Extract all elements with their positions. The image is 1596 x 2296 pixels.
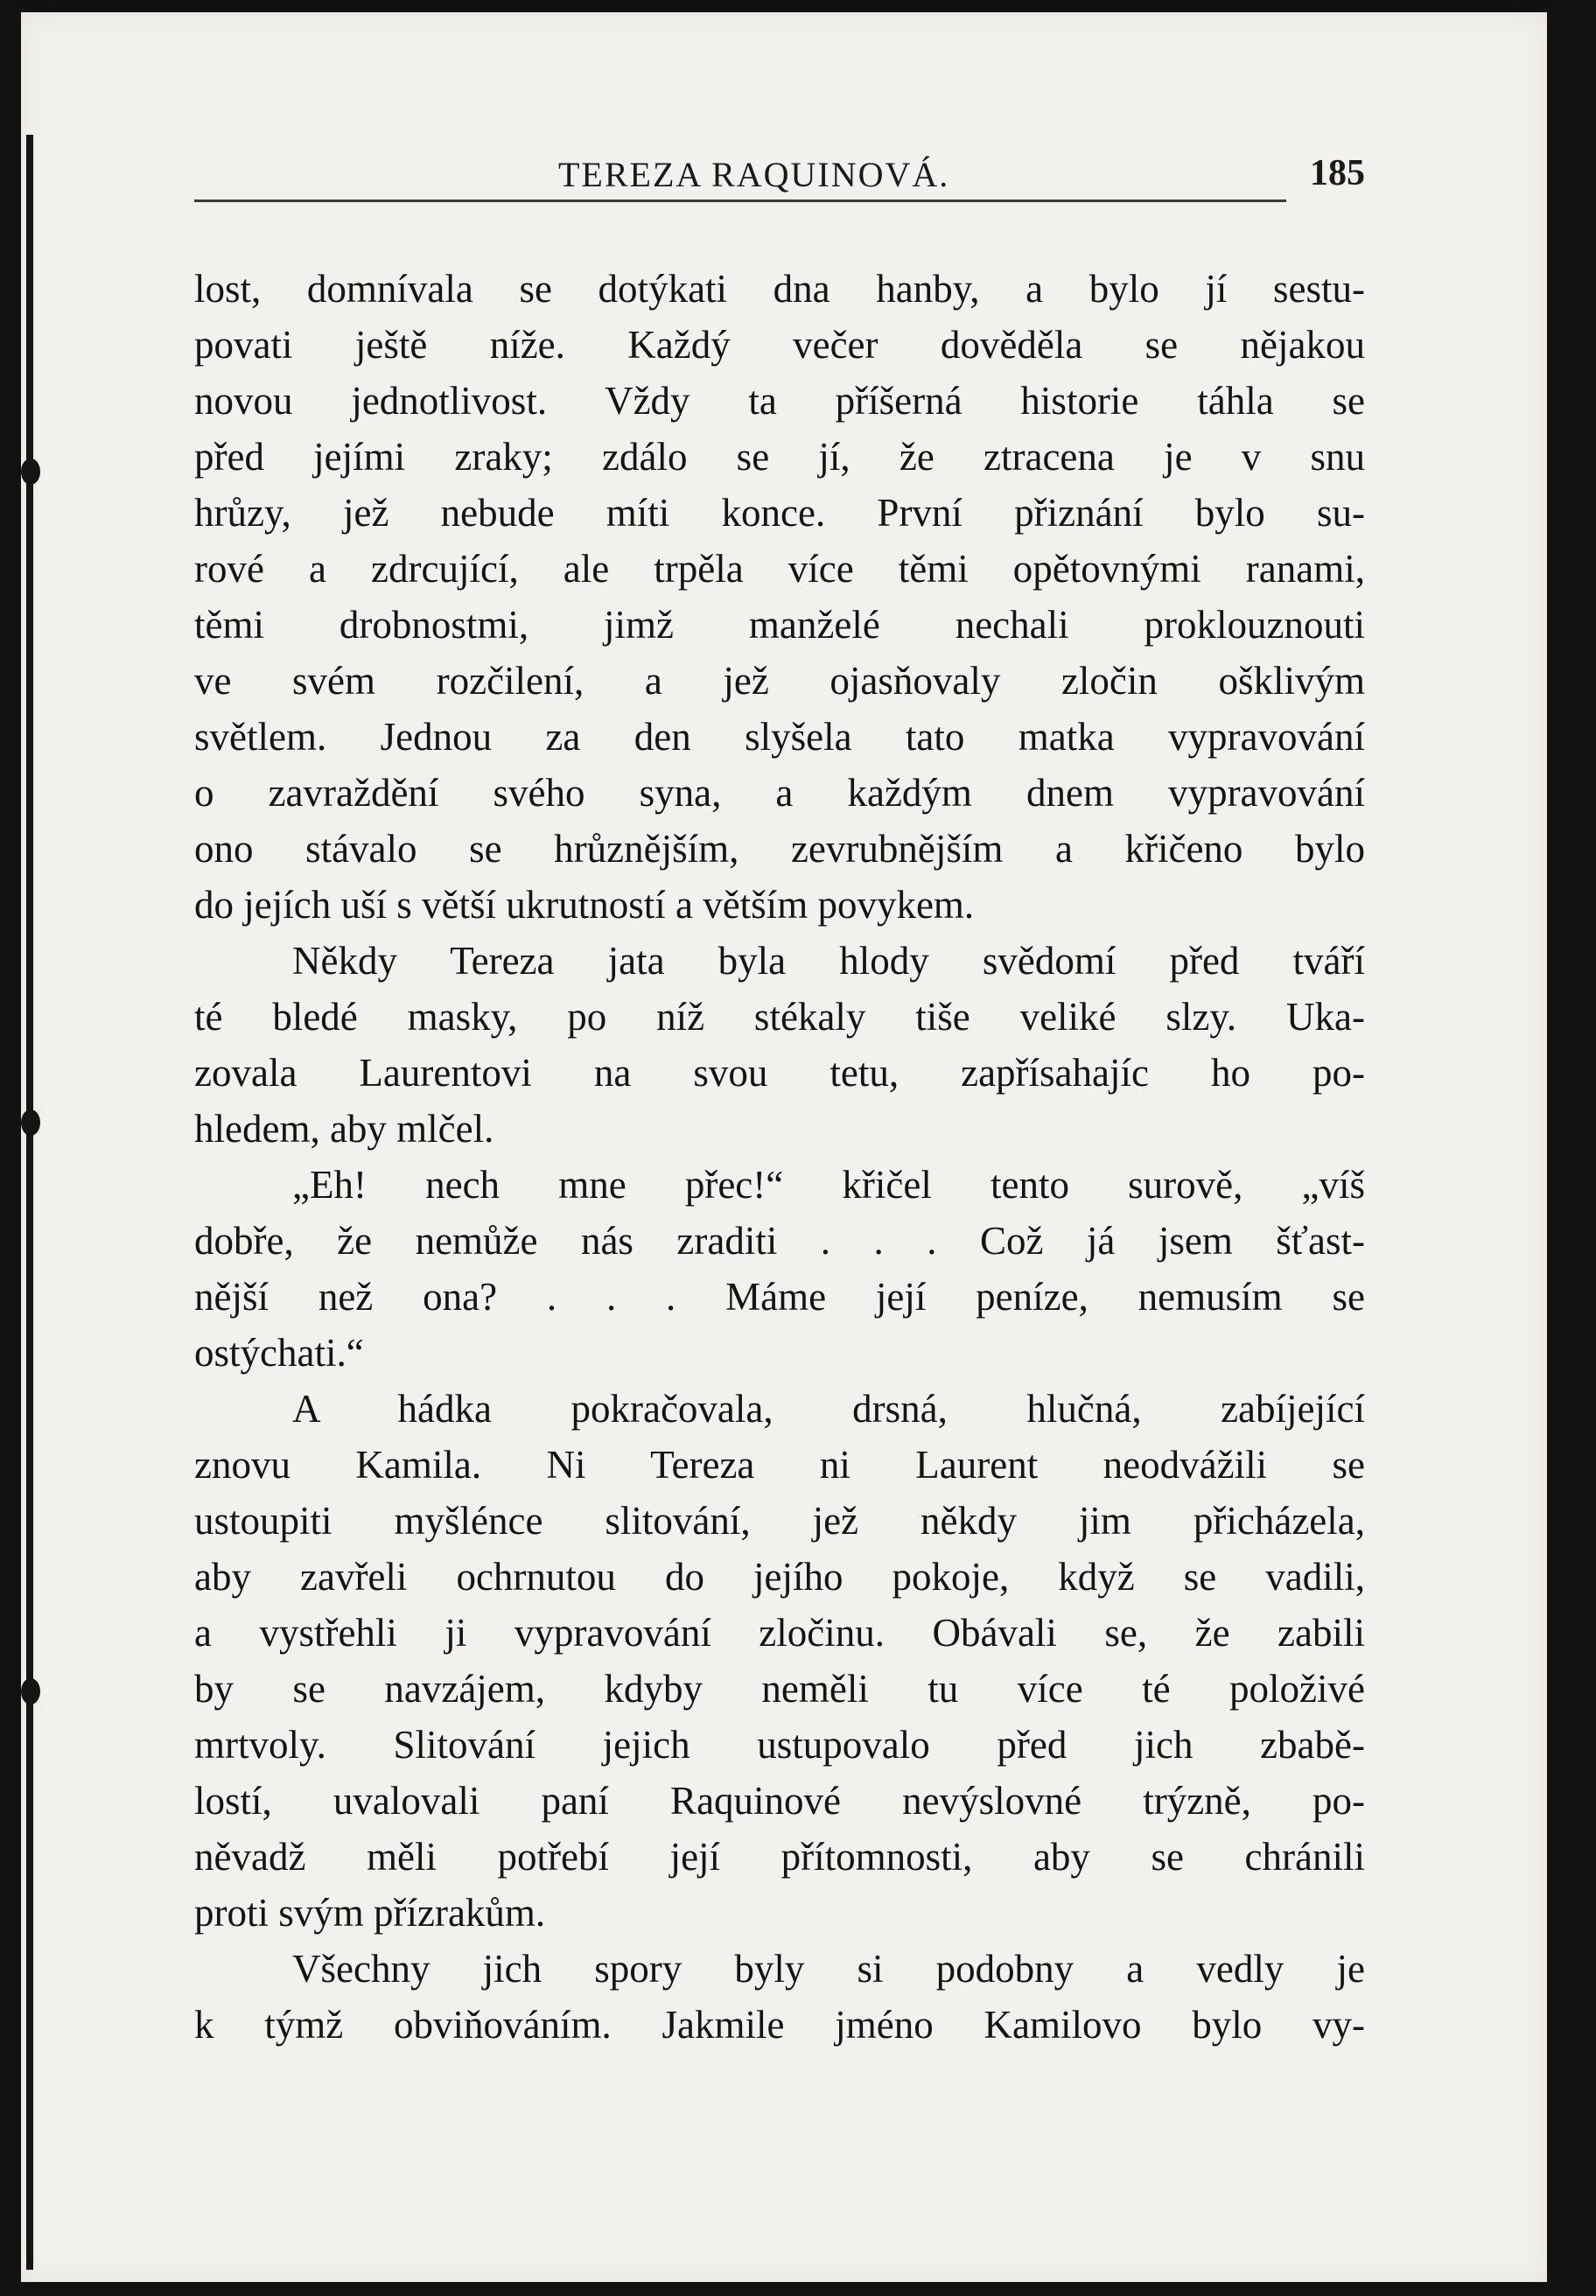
text-line: něvadž měli potřebí její přítomnosti, aby se chránili [194,1835,1365,1879]
text-line: ustoupiti myšlénce slitování, jež někdy jim přicházela, [194,1499,1365,1543]
text-line: povati ještě níže. Každý večer dověděla se nějakou [194,323,1365,367]
text-line: lostí, uvalovali paní Raquinové nevýslovné trýzně, po- [194,1779,1365,1823]
text-line: novou jednotlivost. Vždy ta příšerná historie táhla se [194,379,1365,423]
running-title: TEREZA RAQUINOVÁ. [558,155,950,194]
text-line: lost, domnívala se dotýkati dna hanby, a bylo jí sestu- [194,267,1365,311]
text-line: „Eh! nech mne přec!“ křičel tento surově, „víš [292,1163,1365,1207]
book-page [21,12,1547,2282]
text-line: světlem. Jednou za den slyšela tato matka vypravování [194,715,1365,759]
running-header [194,149,1365,201]
binding-stitch [21,1678,40,1704]
text-line: ostýchati.“ [194,1331,364,1375]
binding-stitch [21,458,40,485]
header-rule [194,200,1286,202]
text-line: o zavraždění svého syna, a každým dnem vypravování [194,771,1365,815]
body-text [194,261,1365,2053]
text-line: do jejích uší s větší ukrutností a větším povykem. [194,883,975,927]
text-line: mrtvoly. Slitování jejich ustupovalo před jich zbabě- [194,1723,1365,1767]
text-line: a vystřehli ji vypravování zločinu. Obávali se, že zabili [194,1611,1365,1655]
text-line: hrůzy, jež nebude míti konce. První přiznání bylo su- [194,491,1365,535]
text-line: Všechny jich spory byly si podobny a vedly je [292,1947,1365,1991]
binding-edge [26,135,33,2270]
text-line: před jejími zraky; zdálo se jí, že ztracena je v snu [194,435,1365,479]
binding-stitch [21,1110,40,1136]
text-line: dobře, že nemůže nás zraditi . . . Což já jsem šťast- [194,1219,1365,1263]
text-line: A hádka pokračovala, drsná, hlučná, zabíjející [292,1387,1365,1431]
text-line: té bledé masky, po níž stékaly tiše veliké slzy. Uka- [194,995,1365,1039]
text-line: k týmž obviňováním. Jakmile jméno Kamilovo bylo vy- [194,2003,1365,2047]
page-number: 185 [1310,153,1365,193]
text-line: ono stávalo se hrůznějším, zevrubnějším a křičeno bylo [194,827,1365,871]
text-line: nější než ona? . . . Máme její peníze, nemusím se [194,1275,1365,1319]
text-line: ve svém rozčilení, a jež ojasňovaly zločin ošklivým [194,659,1365,703]
text-line: Někdy Tereza jata byla hlody svědomí před tváří [292,939,1365,983]
text-line: znovu Kamila. Ni Tereza ni Laurent neodvážili se [194,1443,1365,1487]
text-line: těmi drobnostmi, jimž manželé nechali proklouznouti [194,603,1365,647]
text-line: hledem, aby mlčel. [194,1107,494,1151]
text-line: by se navzájem, kdyby neměli tu více té položivé [194,1667,1365,1711]
text-line: rové a zdrcující, ale trpěla více těmi opětovnými ranami, [194,547,1365,591]
text-line: aby zavřeli ochrnutou do jejího pokoje, když se vadili, [194,1555,1365,1599]
text-line: proti svým přízrakům. [194,1891,546,1935]
text-line: zovala Laurentovi na svou tetu, zapřísahajíc ho po- [194,1051,1365,1095]
